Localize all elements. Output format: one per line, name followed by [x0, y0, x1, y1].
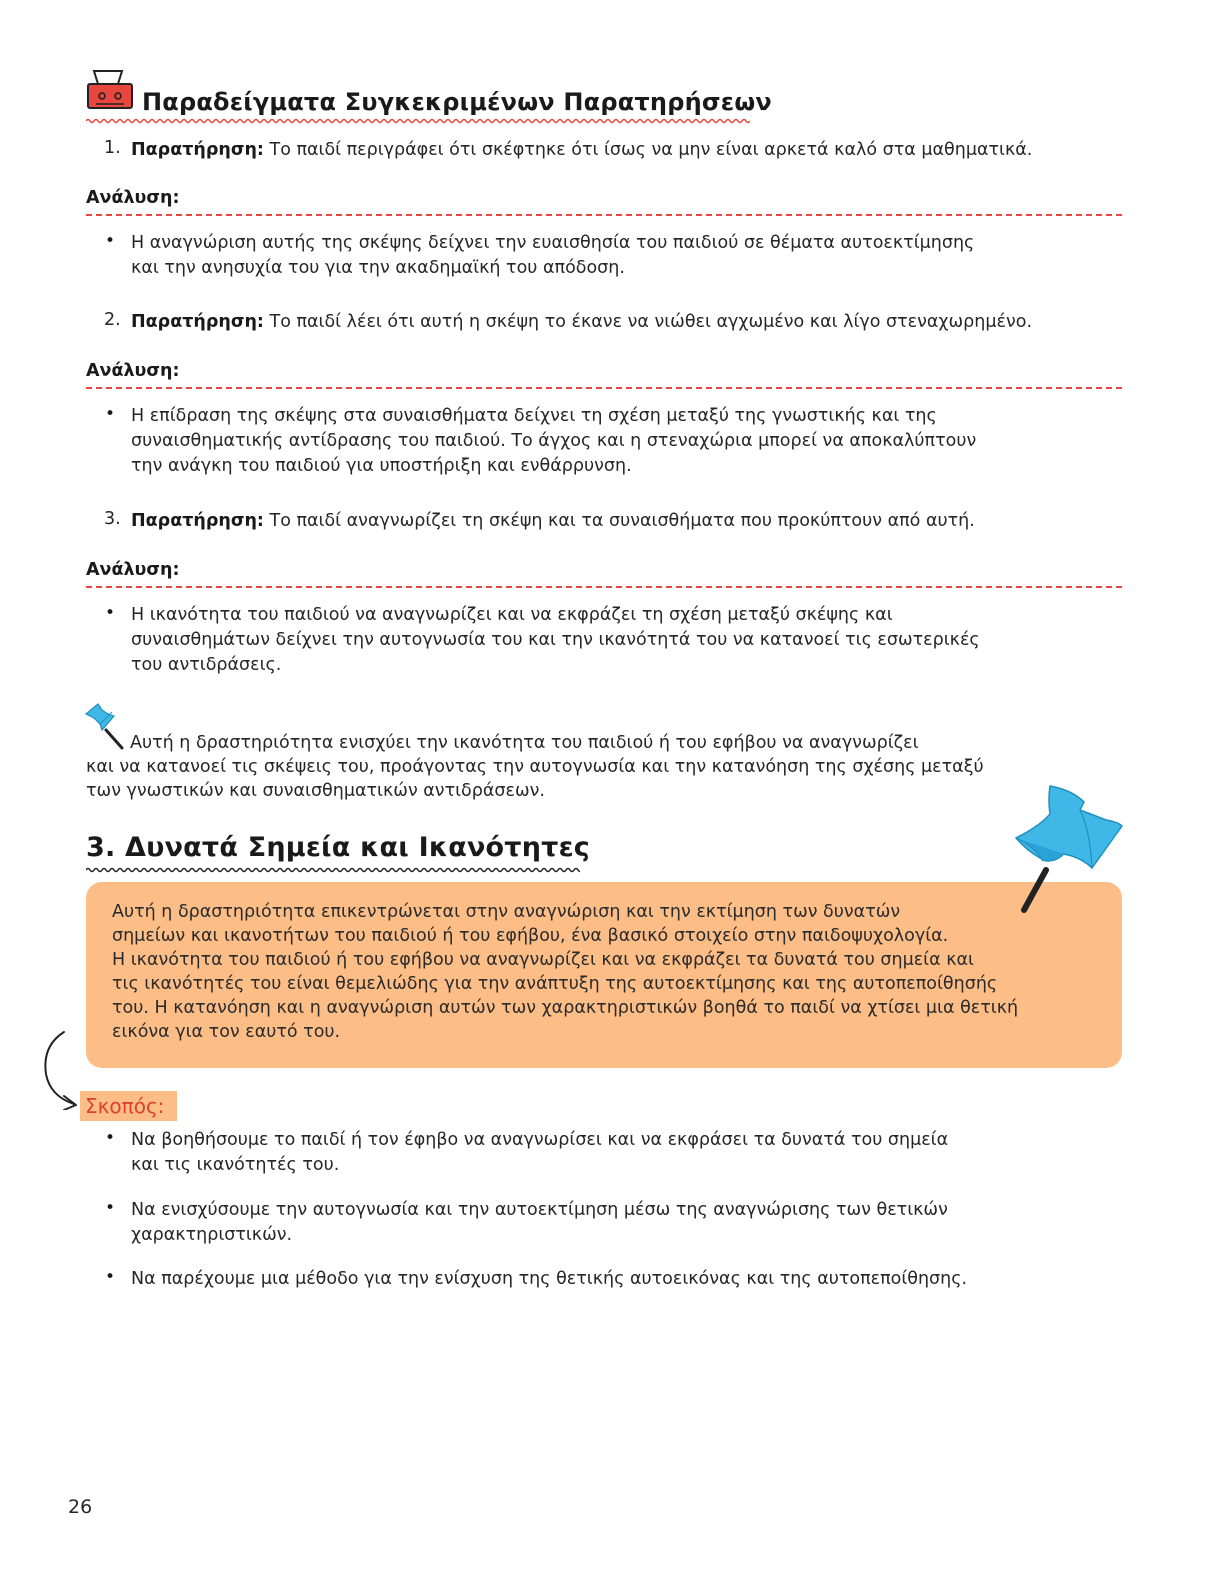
bullet: • [105, 603, 116, 623]
callout-text: Αυτή η δραστηριότητα επικεντρώνεται στην αναγνώριση και την εκτίμηση των δυνατών σημείων και ικανοτήτων του παιδιού ή του εφήβου, ένα βασικό στοιχείο στην παιδοψυχολογία. Η ικανότητα του παιδιού ή του εφήβου να αναγνωρίζει και να εκφράζει τα δυνατά του σημεία και τις ικανότητές του είναι θεμελιώδης για την ανάπτυξη της αυτοεκτίμησης και της αυτοπεποίθησής του. Η κατανόηση και η αναγνώριση αυτών των χαρακτηριστικών βοηθά το παιδί να χτίσει μια θετική εικόνα για τον εαυτό του. [112, 902, 1019, 1042]
curved-arrow-icon [40, 1030, 82, 1110]
observation-text: Το παιδί αναγνωρίζει τη σκέψη και τα συναισθήματα που προκύπτουν από αυτή. [269, 511, 975, 531]
bullet: • [105, 1198, 116, 1218]
observation-text: Το παιδί περιγράφει ότι σκέφτηκε ότι ίσως να μην είναι αρκετά καλό στα μαθηματικά. [269, 140, 1033, 160]
goal-label: Σκοπός: [80, 1091, 177, 1121]
bullet: • [105, 404, 116, 424]
observation-1 [131, 138, 1032, 163]
section-title: Παραδείγματα Συγκεκριμένων Παρατηρήσεων [142, 88, 772, 116]
analysis-divider [86, 586, 1122, 588]
pushpin-icon [1010, 780, 1126, 914]
observation-number: 2. [104, 310, 121, 330]
observation-number: 3. [104, 509, 121, 529]
analysis-divider [86, 214, 1122, 216]
title-wavy-underline [86, 117, 750, 125]
observation-2 [131, 310, 1032, 335]
analysis-label: Ανάλυση: [86, 188, 180, 208]
binder-clip-icon [84, 68, 136, 112]
analysis-text: Η επίδραση της σκέψης στα συναισθήματα δείχνει τη σχέση μεταξύ της γνωστικής και της συναισθηματικής αντίδρασης του παιδιού. Το άγχος και η στεναχώρια μπορεί να αποκαλύπτουν την ανάγκη του παιδιού για υποστήριξη και ενθάρρυνση. [131, 406, 977, 476]
note-text: Αυτή η δραστηριότητα ενισχύει την ικανότητα του παιδιού ή του εφήβου να αναγνωρίζει και να κατανοεί τις σκέψεις του, προάγοντας την αυτογνωσία και την κατανόηση της σχέσης μεταξύ των γνωστικών και συναισθηματικών αντιδράσεων. [86, 733, 984, 801]
bullet: • [105, 1128, 116, 1148]
analysis-label: Ανάλυση: [86, 560, 180, 580]
observation-3 [131, 509, 975, 534]
observation-text: Το παιδί λέει ότι αυτή η σκέψη το έκανε να νιώθει αγχωμένο και λίγο στεναχωρημένο. [269, 312, 1033, 332]
goal-item: Να παρέχουμε μια μέθοδο για την ενίσχυση της θετικής αυτοεικόνας και της αυτοπεποίθησης. [131, 1269, 968, 1289]
title-wavy-underline [86, 866, 580, 874]
analysis-divider [86, 387, 1122, 389]
observation-label: Παρατήρηση: [131, 312, 264, 332]
page-number: 26 [68, 1496, 93, 1518]
goal-item: Να ενισχύσουμε την αυτογνωσία και την αυτοεκτίμηση μέσω της αναγνώρισης των θετικών χαρακτηριστικών. [131, 1200, 948, 1245]
bullet: • [105, 1267, 116, 1287]
goal-item: Να βοηθήσουμε το παιδί ή τον έφηβο να αναγνωρίσει και να εκφράσει τα δυνατά του σημεία και τις ικανότητές του. [131, 1130, 949, 1175]
analysis-text: Η ικανότητα του παιδιού να αναγνωρίζει και να εκφράζει τη σχέση μεταξύ σκέψης και συναισθημάτων δείχνει την αυτογνωσία του και την ικανότητά του να κατανοεί τις εσωτερικές του αντιδράσεις. [131, 605, 980, 675]
observation-label: Παρατήρηση: [131, 140, 264, 160]
observation-number: 1. [104, 138, 121, 158]
analysis-text: Η αναγνώριση αυτής της σκέψης δείχνει την ευαισθησία του παιδιού σε θέματα αυτοεκτίμησης και την ανησυχία του για την ακαδημαϊκή του απόδοση. [131, 233, 975, 278]
analysis-label: Ανάλυση: [86, 361, 180, 381]
observation-label: Παρατήρηση: [131, 511, 264, 531]
bullet: • [105, 231, 116, 251]
section-title: 3. Δυνατά Σημεία και Ικανότητες [86, 832, 591, 863]
